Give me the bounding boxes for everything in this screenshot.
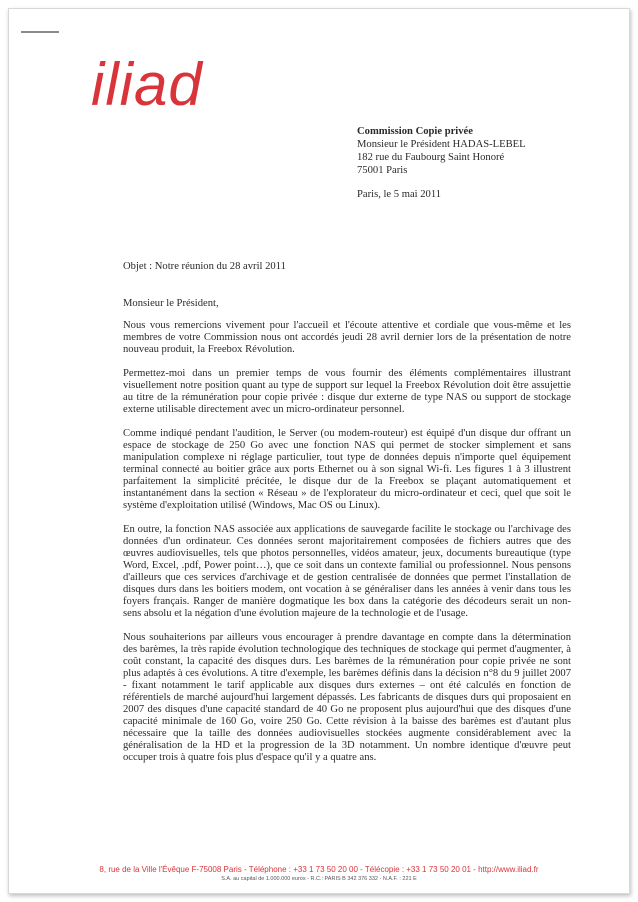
body-paragraph: Nous vous remercions vivement pour l'accueil et l'écoute attentive et cordiale que vous-même et les membres de votre Commission nous ont accordés jeudi 28 avril dernier lors de la présentation de notre nouveau produit, la Freebox Révolution.	[123, 320, 571, 355]
letter-page	[8, 8, 630, 894]
recipient-line: 182 rue du Faubourg Saint Honoré	[357, 152, 505, 163]
footer-contact: 8, rue de la Ville l'Évêque F-75008 Paris - Téléphone : +33 1 73 50 20 00 - Télécopie : +33 1 73 50 20 01 - http://www.iliad.fr	[99, 865, 539, 874]
recipient-address	[357, 125, 526, 177]
salutation: Monsieur le Président,	[123, 298, 219, 309]
body-paragraph: Permettez-moi dans un premier temps de vous fournir des éléments complémentaires illustrant visuellement notre position quant au type de support sur lequel la Freebox Révolution doit être assujettie au titre de la rémunération pour copie privée : disque dur externe de type NAS ou support de stockage externe utilisable directement avec un micro-ordinateur personnel.	[123, 368, 571, 415]
place-date: Paris, le 5 mai 2011	[357, 189, 442, 200]
body-paragraph: Nous souhaiterions par ailleurs vous encourager à prendre davantage en compte dans la détermination des barèmes, la très rapide évolution technologique des techniques de stockage qui permet d'augmenter, à coût constant, la capacité des disques durs. Les barèmes de la rémunération pour copie privée ne sont plus adaptés à ces évolutions. A titre d'exemple, les barèmes définis dans la décision n°8 du 9 juillet 2007 - fixant notamment le tarif applicable aux disques durs externes – ont été calculés en fonction de référentiels de marché aujourd'hui largement dépassés. Les fabricants de disques durs qui proposaient en 2007 des disques d'une capacité standard de 40 Go ne proposent plus aujourd'hui que des disques d'une capacité minimale de 160 Go, voire 250 Go. Cette révision à la baisse des barèmes est d'autant plus nécessaire que la taille des données audiovisuelles stockées augmente considérablement avec la généralisation de la HD et la progression de la 3D notamment. Un nombre identique d'œuvre peut occuper trois à quatre fois plus d'espace qu'il y a quatre ans.	[123, 632, 571, 763]
scan-corner-mark	[21, 31, 59, 33]
recipient-line: Monsieur le Président HADAS-LEBEL	[357, 139, 526, 150]
subject-line: Objet : Notre réunion du 28 avril 2011	[123, 261, 286, 272]
letter-body	[123, 320, 571, 776]
body-paragraph: En outre, la fonction NAS associée aux applications de sauvegarde facilite le stockage ou l'archivage des données d'un ordinateur. Ces données seront majoritairement composées de fichiers autres que des œuvres audiovisuelles, tels que photos personnelles, vidéos amateur, jeux, documents bureautique (type Word, Excel, .pdf, Power point…), que ce soit dans un contexte familial ou professionnel. Nous pensons d'ailleurs que ces services d'archivage et de gestion centralisée de données que permet l'installation de disques durs dans les boitiers modem, ont vocation à se généraliser dans les années à venir dans tous les foyers français. Ranger de manière dogmatique les box dans la catégorie des décodeurs serait un non-sens absolu et la négation d'une évolution majeure de la technologie et de l'usage.	[123, 524, 571, 619]
recipient-org: Commission Copie privée	[357, 126, 473, 137]
iliad-logo: iliad	[91, 51, 203, 118]
letter-footer	[9, 865, 629, 884]
footer-legal: S.A. au capital de 1.000.000 euros - R.C.: PARIS B 342 376 332 - N.A.F. : 221 E	[221, 876, 417, 882]
body-paragraph: Comme indiqué pendant l'audition, le Server (ou modem-routeur) est équipé d'un disque dur offrant un espace de stockage de 250 Go avec une fonction NAS qui permet de stocker simplement et sans manipulation complexe ni réglage particulier, tout type de données depuis n'importe quel équipement terminal connecté au boitier grâce aux ports Ethernet ou à son signal Wi-fi. Les figures 1 à 3 illustrent parfaitement la simplicité précitée, le disque dur de la Freebox se plaçant automatiquement et instantanément dans la section « Réseau » de l'explorateur du micro-ordinateur et ceci, quel que soit le système d'exploitation utilisé (Windows, Mac OS ou Linux).	[123, 428, 571, 511]
recipient-line: 75001 Paris	[357, 165, 408, 176]
